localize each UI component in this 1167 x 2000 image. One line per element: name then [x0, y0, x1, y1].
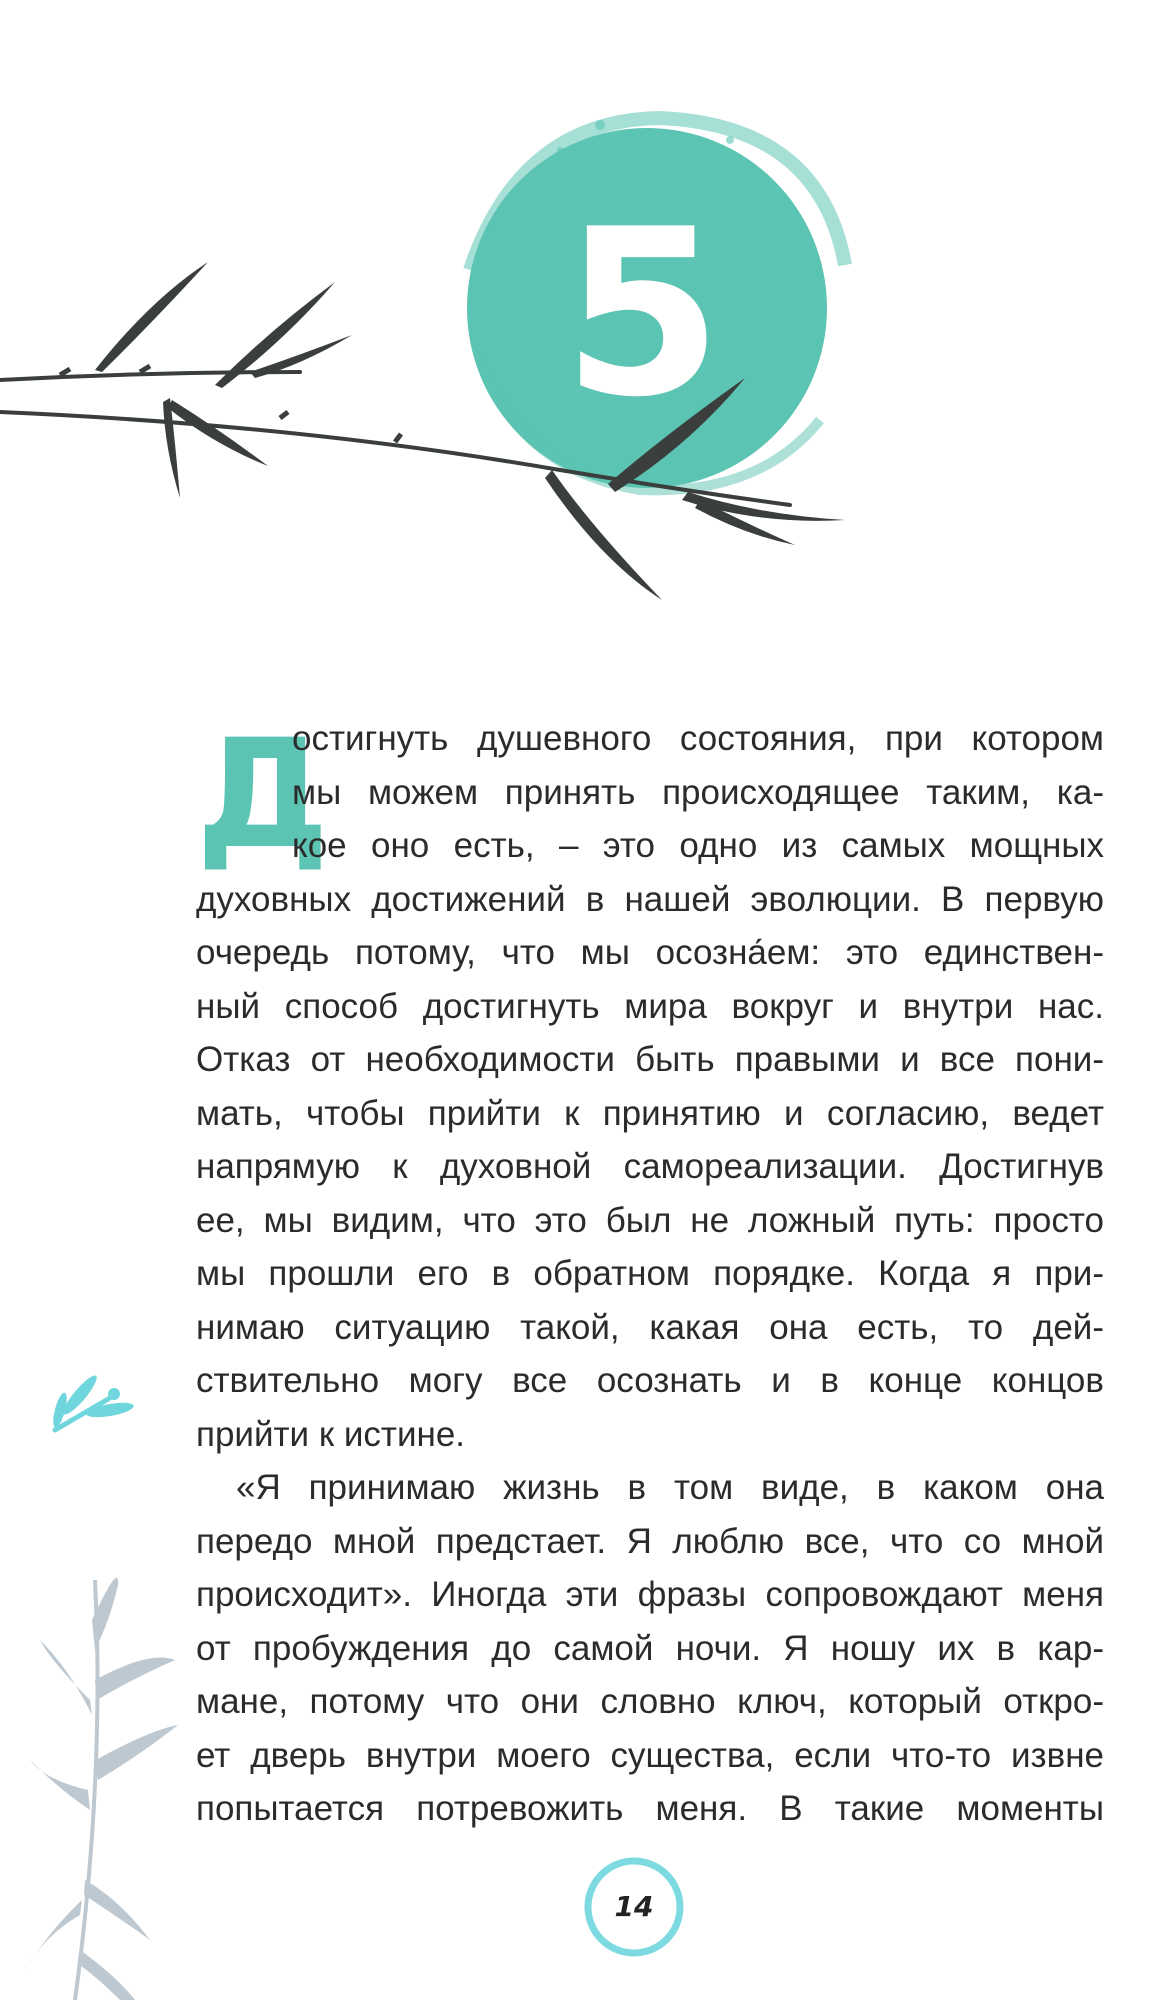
page-number: 14 — [614, 1890, 654, 1923]
text-line: ный способ достигнуть мира вокруг и внутри нас. — [196, 986, 1104, 1026]
text-line: очередь потому, что мы осозна́ем: это единствен- — [196, 933, 1104, 972]
paragraph-2 — [196, 1461, 1104, 1836]
text-line: ствительно могу все осознать и в конце концов — [196, 1361, 1104, 1400]
text-line: «Я принимаю жизнь в том виде, в каком она — [236, 1468, 1104, 1507]
text-line: нимаю ситуацию такой, какая она есть, то дей- — [196, 1307, 1104, 1347]
drop-cap: Д — [196, 708, 330, 882]
text-line: мы можем принять происходящее таким, ка- — [292, 772, 1104, 812]
text-line: мать, чтобы прийти к принятию и согласию, ведет — [196, 1093, 1104, 1133]
body-text — [196, 708, 1104, 1836]
text-line: прийти к истине. — [196, 1414, 466, 1454]
text-line: мы прошли его в обратном порядке. Когда я при- — [196, 1254, 1104, 1293]
chapter-number: 5 — [562, 181, 723, 448]
text-line: попытается потревожить меня. В такие моменты — [196, 1789, 1104, 1828]
text-line: происходит». Иногда эти фразы сопровождают меня — [196, 1575, 1104, 1614]
text-line: ее, мы видим, что это был не ложный путь: просто — [196, 1200, 1104, 1240]
text-line: остигнуть душевного состояния, при котором — [292, 719, 1104, 758]
text-line: Отказ от необходимости быть правыми и все пони- — [196, 1040, 1104, 1079]
text-line: мане, потому что они словно ключ, который откро- — [196, 1682, 1104, 1721]
paragraph-1 — [196, 708, 1104, 1461]
text-line: передо мной предстает. Я люблю все, что со мной — [196, 1521, 1104, 1561]
text-line: напрямую к духовной самореализации. Достигнув — [196, 1147, 1104, 1186]
dragonfly-icon — [51, 1372, 135, 1430]
text-line: кое оно есть, – это одно из самых мощных — [292, 826, 1104, 865]
faded-bamboo — [25, 1578, 178, 2000]
text-line: от пробуждения до самой ночи. Я ношу их в кар- — [196, 1628, 1104, 1668]
text-line: ет дверь внутри моего существа, если что-то извне — [196, 1735, 1104, 1775]
text-line: духовных достижений в нашей эволюции. В первую — [196, 879, 1104, 919]
